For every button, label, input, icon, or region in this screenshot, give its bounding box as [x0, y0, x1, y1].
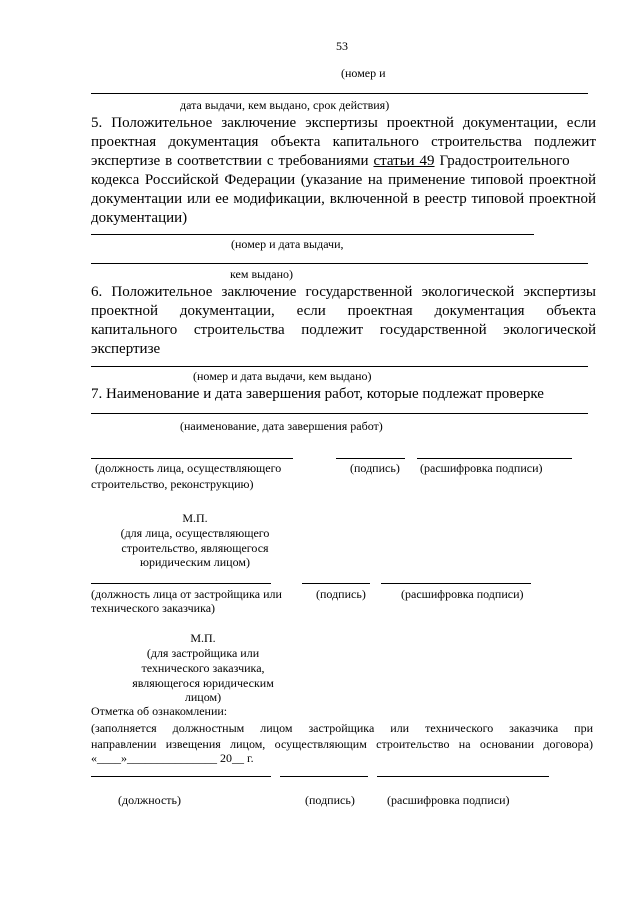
- acknowledgement-date-line: «____»_______________ 20__ г.: [91, 751, 254, 765]
- header-caption-bottom: дата выдачи, кем выдано, срок действия): [180, 98, 390, 112]
- section6-line-3: капитального строительства подлежит государственной экологической: [91, 322, 596, 338]
- ack-position-line: [91, 776, 271, 777]
- section5-line-3-tail: Градостроительного: [434, 153, 570, 169]
- section5-line-5: документации или ее модификации, включенной в реестр типовой проектной: [91, 191, 596, 207]
- builder-position-caption-1: (должность лица, осуществляющего: [95, 461, 282, 475]
- builder-position-line: [91, 458, 293, 459]
- section5-caption-1: (номер и дата выдачи,: [231, 237, 344, 251]
- developer-stamp-note-4: лицом): [184, 690, 222, 704]
- section7-fill-line: [91, 413, 588, 414]
- section5-line-3-text: экспертизе в соответствии с требованиями: [91, 153, 369, 169]
- acknowledgement-note-1: (заполняется должностным лицом застройщика или технического заказчика при: [91, 721, 593, 735]
- ack-signature-caption: (подпись): [305, 793, 355, 807]
- section5-line-6: документации): [91, 210, 188, 226]
- acknowledgement-title: Отметка об ознакомлении:: [91, 704, 228, 718]
- section5-caption-2: кем выдано): [230, 267, 294, 281]
- section7-caption: (наименование, дата завершения работ): [180, 419, 383, 433]
- page-number: 53: [336, 39, 348, 53]
- developer-position-caption-2: технического заказчика): [91, 601, 216, 615]
- section6-line-4: экспертизе: [91, 341, 161, 357]
- section5-fill-line-1: [91, 234, 534, 235]
- builder-decode-line: [417, 458, 572, 459]
- developer-stamp-note-2: технического заказчика,: [141, 661, 265, 675]
- section6-fill-line: [91, 366, 588, 367]
- section5-line-2: проектная документация объекта капитального строительства подлежит: [91, 134, 596, 150]
- header-fill-line: [91, 93, 588, 94]
- builder-decode-caption: (расшифровка подписи): [420, 461, 543, 475]
- developer-stamp-note-3: являющегося юридическим: [132, 676, 274, 690]
- section5-line-1: 5. Положительное заключение экспертизы проектной документации, если: [91, 115, 596, 131]
- developer-decode-caption: (расшифровка подписи): [401, 587, 524, 601]
- ack-signature-line: [280, 776, 368, 777]
- developer-decode-line: [381, 583, 531, 584]
- developer-signature-line: [302, 583, 370, 584]
- header-caption-top: (номер и: [341, 66, 386, 80]
- ack-decode-caption: (расшифровка подписи): [387, 793, 510, 807]
- builder-stamp-note-2: строительство, являющегося: [121, 541, 269, 555]
- developer-position-line: [91, 583, 271, 584]
- builder-position-caption-2: строительство, реконструкцию): [91, 477, 254, 491]
- section5-fill-line-2: [91, 263, 588, 264]
- builder-stamp-note-3: юридическим лицом): [140, 555, 250, 569]
- section5-line-3: [91, 152, 596, 171]
- section6-line-1: 6. Положительное заключение государственной экологической экспертизы: [91, 284, 596, 300]
- ack-decode-line: [377, 776, 549, 777]
- ack-position-caption: (должность): [118, 793, 181, 807]
- developer-position-caption-1: (должность лица от застройщика или: [91, 587, 282, 601]
- developer-signature-caption: (подпись): [316, 587, 366, 601]
- builder-signature-line: [336, 458, 405, 459]
- developer-stamp-note-1: (для застройщика или: [146, 646, 260, 660]
- builder-stamp: М.П.: [182, 511, 208, 525]
- section7-title: 7. Наименование и дата завершения работ, которые подлежат проверке: [91, 386, 544, 402]
- builder-stamp-note-1: (для лица, осуществляющего: [120, 526, 270, 540]
- section6-line-2: проектной документации, если проектная документация объекта: [91, 303, 596, 319]
- section6-caption: (номер и дата выдачи, кем выдано): [193, 369, 372, 383]
- acknowledgement-note-2: направлении извещения лицом, осуществляющим строительство на основании договора): [91, 737, 593, 751]
- builder-signature-caption: (подпись): [350, 461, 400, 475]
- developer-stamp: М.П.: [190, 631, 216, 645]
- section5-line-4: кодекса Российской Федерации (указание на применение типовой проектной: [91, 172, 596, 188]
- statute-link[interactable]: статьи 49: [373, 153, 435, 169]
